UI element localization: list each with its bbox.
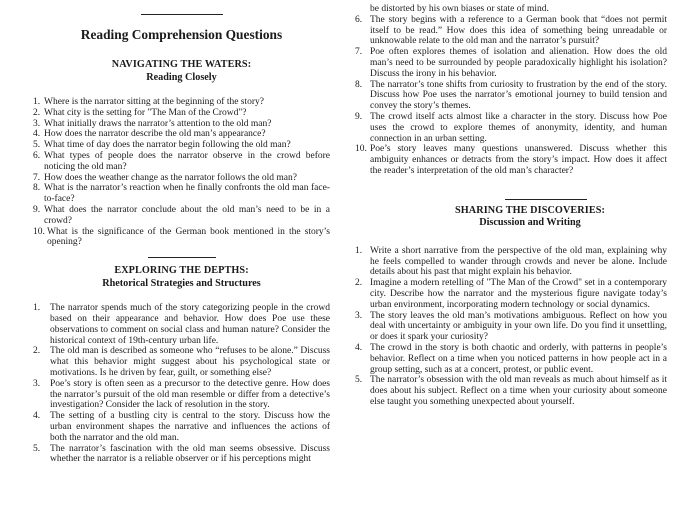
list-item: 9. What does the narrator conclude about the old man’s need to be in a crowd? xyxy=(33,204,330,226)
list-item: 3. What initially draws the narrator’s attention to the old man? xyxy=(33,118,272,129)
list-item: 6. The story begins with a reference to a German book that “does not permit itself to be read.” How does this idea of something being unreadable or unknowable relate to the old man and the narrator’s pursuit? xyxy=(355,14,667,47)
section2-list-continued xyxy=(355,15,667,177)
section3-subtitle: Discussion and Writing xyxy=(479,217,581,229)
list-item: 5. The narrator’s fascination with the old man seems obsessive. Discuss whether the narrator is a reliable observer or if his perceptions might xyxy=(33,443,330,465)
list-item: 4. The crowd in the story is both chaotic and orderly, with patterns in people’s behavior. Reflect on a time when you noticed patterns in how people act in a group setting, such as at a concert, protest, or public event. xyxy=(355,342,667,375)
section3-list xyxy=(355,246,667,408)
section2-subtitle: Rhetorical Strategies and Structures xyxy=(102,277,261,289)
list-item: 5. What time of day does the narrator begin following the old man? xyxy=(33,140,291,151)
list-item: 1. Where is the narrator sitting at the beginning of the story? xyxy=(33,97,265,107)
section2-title: EXPLORING THE DEPTHS: xyxy=(114,265,249,277)
list-item: 5. The narrator’s obsession with the old man reveals as much about himself as it does about his subject. Reflect on a time when your curiosity about someone else taught you something unexpected about yourself. xyxy=(355,375,667,407)
list-item: 3. Poe’s story is often seen as a precursor to the detective genre. How does the narrator’s pursuit of the old man resemble or differ from a detective’s investigation? Consider the lack of resolution in the story. xyxy=(33,378,330,411)
list-item: 2. Imagine a modern retelling of "The Man of the Crowd" set in a contemporary city. Describe how the narrator and the mysterious figure navigate today’s urban environment, incorporating modern technology or social dynamics. xyxy=(355,278,667,310)
list-item: 4. The setting of a bustling city is central to the story. Discuss how the urban environment shapes the narrative and influences the actions of both the narrator and the old man. xyxy=(33,411,330,443)
section3-title: SHARING THE DISCOVERIES: xyxy=(455,204,605,216)
section2-list xyxy=(33,303,330,465)
list-item: 8. What is the narrator’s reaction when he finally confronts the old man face-to-face? xyxy=(33,183,330,205)
section2-rule xyxy=(148,257,216,258)
list-item: 10. What is the significance of the German book mentioned in the story’s opening? xyxy=(33,226,330,248)
list-item: 8. The narrator’s tone shifts from curiosity to frustration by the end of the story. Discuss how Poe uses the narrator’s emotional journey to build tension and convey the story’s themes. xyxy=(355,79,667,112)
list-item: 6. What types of people does the narrator observe in the crowd before noticing the old man? xyxy=(33,150,330,172)
list-item: 10. Poe’s story leaves many questions unanswered. Discuss whether this ambiguity enhances or detracts from the story’s impact. How does it affect the reader’s interpretation of the old man’s character? xyxy=(355,144,667,176)
right-column xyxy=(355,0,667,408)
title-rule xyxy=(141,14,223,15)
list-item: 9. The crowd itself acts almost like a character in the story. Discuss how Poe uses the crowd to explore themes of anonymity, identity, and human connection in an urban setting. xyxy=(355,111,667,144)
section1-list xyxy=(33,97,330,248)
list-item: 3. The story leaves the old man’s motivations ambiguous. Reflect on how you deal with uncertainty or ambiguity in your own life. Do you find it unsettling, or does it spark your curiosity? xyxy=(355,310,667,343)
list-item: 1. The narrator spends much of the story categorizing people in the crowd based on their appearance and behavior. How does Poe use these observations to comment on social class and human nature? Consider the historical context of 19th-century urban life. xyxy=(33,303,330,346)
section1-subtitle: Reading Closely xyxy=(146,71,217,83)
list-item: 4. How does the narrator describe the old man’s appearance? xyxy=(33,129,266,140)
page-title: Reading Comprehension Questions xyxy=(80,27,283,43)
left-column xyxy=(33,0,330,465)
section3-rule xyxy=(505,199,587,200)
list-item: 2. The old man is described as someone who “refuses to be alone.” Discuss what this behavior might suggest about his psychological state or motivations. Is he driven by fear, guilt, or something else? xyxy=(33,346,330,378)
list-item: 2. What city is the setting for "The Man of the Crowd"? xyxy=(33,107,247,118)
list-item: 7. How does the weather change as the narrator follows the old man? xyxy=(33,172,297,183)
list-item: 1. Write a short narrative from the perspective of the old man, explaining why he feels compelled to wander through crowds and never be alone. Include details about his past that might explain his behavior. xyxy=(355,245,667,278)
continued-text: be distorted by his own biases or state of mind. xyxy=(370,4,549,14)
section1-title: NAVIGATING THE WATERS: xyxy=(111,59,252,71)
list-item: 7. Poe often explores themes of isolation and alienation. How does the old man’s need to be surrounded by people paradoxically highlight his isolation? Discuss the irony in his behavior. xyxy=(355,47,667,79)
